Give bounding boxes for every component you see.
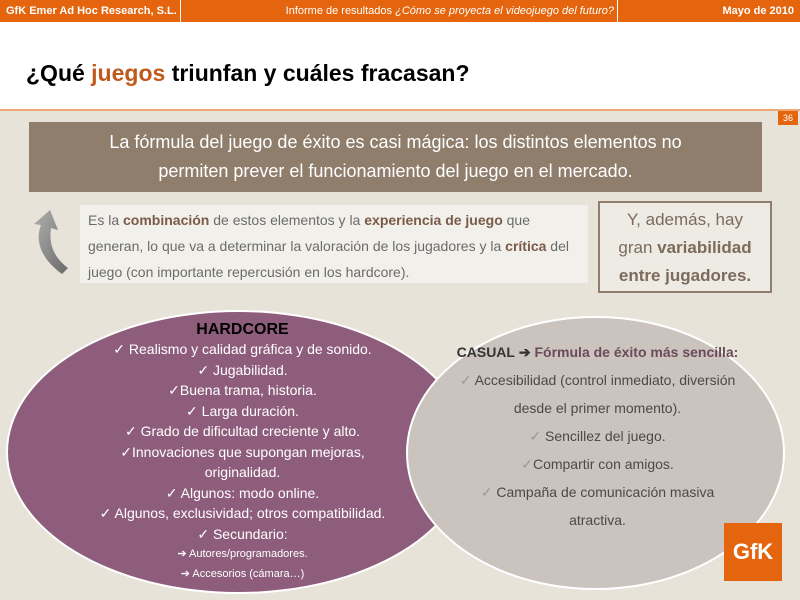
hardcore-item: ✓ Algunos: modo online. [165, 484, 320, 501]
casual-item [455, 478, 740, 534]
casual-heading [455, 338, 740, 366]
sidebox-bold-variabilidad: variabilidad [657, 238, 752, 257]
hardcore-item: ✓ Secundario: [197, 525, 288, 542]
arrow-right-icon: ➔ [518, 344, 531, 360]
report-date: Mayo de 2010 [722, 5, 794, 17]
title-highlight: juegos [91, 60, 166, 86]
hardcore-item: ✓ Grado de dificultad creciente y alto. [124, 423, 361, 439]
hardcore-subitem: ➔ Accesorios (cámara…) [180, 568, 305, 580]
hardcore-list [60, 320, 425, 584]
sidebox-text-gran: gran [618, 238, 653, 257]
page-title [26, 60, 470, 87]
sidebox-line-1: Y, además, hay [627, 210, 743, 229]
casual-item-text: Compartir con amigos. [532, 456, 674, 472]
title-part1: ¿Qué [26, 60, 85, 86]
title-part2: triunfan y cuáles fracasan? [171, 60, 470, 86]
check-icon: ✓ [480, 484, 493, 500]
hardcore-item: ✓ Realismo y calidad gráfica y de sonido. [113, 341, 372, 357]
sidebox-line-2 [600, 234, 770, 262]
title-area [0, 22, 800, 111]
info-box [80, 205, 588, 283]
page-number: 36 [778, 111, 798, 125]
info-text-2: de estos elementos y la [213, 212, 361, 228]
hardcore-heading: HARDCORE [196, 321, 289, 338]
casual-list [455, 338, 740, 534]
info-bold-combination: combinación [123, 212, 210, 228]
variability-box [598, 201, 772, 293]
report-title [180, 0, 618, 22]
report-subtitle: ¿Cómo se proyecta el videojuego del futuro? [395, 5, 614, 17]
hardcore-item: ✓ Jugabilidad. [197, 361, 288, 378]
info-text-3: que generan, lo que va a determinar la valoración de los jugadores y la [88, 212, 530, 254]
gfk-logo: GfK [724, 523, 782, 581]
sidebox-line-3 [600, 262, 770, 290]
company-name: GfK Emer Ad Hoc Research, S.L. [6, 5, 177, 17]
hardcore-item: ✓Buena trama, historia. [168, 382, 317, 398]
casual-item-text: Accesibilidad (control inmediato, diversión desde el primer momento). [474, 372, 736, 416]
info-text-1: Es la [88, 212, 120, 228]
hardcore-item: ✓Innovaciones que supongan mejoras, [120, 443, 365, 460]
info-bold-critica: crítica [505, 238, 547, 254]
hardcore-item: originalidad. [204, 464, 281, 480]
sidebox-bold-jugadores: entre jugadores. [618, 266, 752, 285]
check-icon: ✓ [459, 372, 472, 388]
casual-item [455, 366, 740, 422]
check-icon: ✓ [529, 428, 542, 444]
report-prefix: Informe de resultados [285, 5, 393, 17]
hardcore-item: ✓ Algunos, exclusividad; otros compatibilidad. [99, 505, 386, 521]
hardcore-subitem: ➔ Autores/programadores. [177, 548, 308, 560]
info-text-4: del juego (con importante repercusión en los hardcore). [88, 238, 569, 280]
curved-arrow-icon [30, 208, 72, 276]
info-bold-experience: experiencia de juego [364, 212, 503, 228]
casual-item [455, 450, 740, 478]
banner-line-1: La fórmula del juego de éxito es casi mágica: los distintos elementos no [109, 132, 682, 152]
casual-item [455, 422, 740, 450]
casual-heading-formula: Fórmula de éxito más sencilla: [534, 344, 739, 360]
casual-heading-label: CASUAL [456, 344, 515, 360]
summary-banner [29, 122, 762, 192]
banner-line-2: permiten prever el funcionamiento del juego en el mercado. [158, 161, 633, 181]
header-bar [0, 0, 800, 22]
casual-item-text: Sencillez del juego. [544, 428, 666, 444]
hardcore-item: ✓ Larga duración. [186, 402, 299, 419]
casual-item-text: Campaña de comunicación masiva atractiva. [496, 484, 715, 528]
check-icon: ✓ [521, 456, 533, 472]
